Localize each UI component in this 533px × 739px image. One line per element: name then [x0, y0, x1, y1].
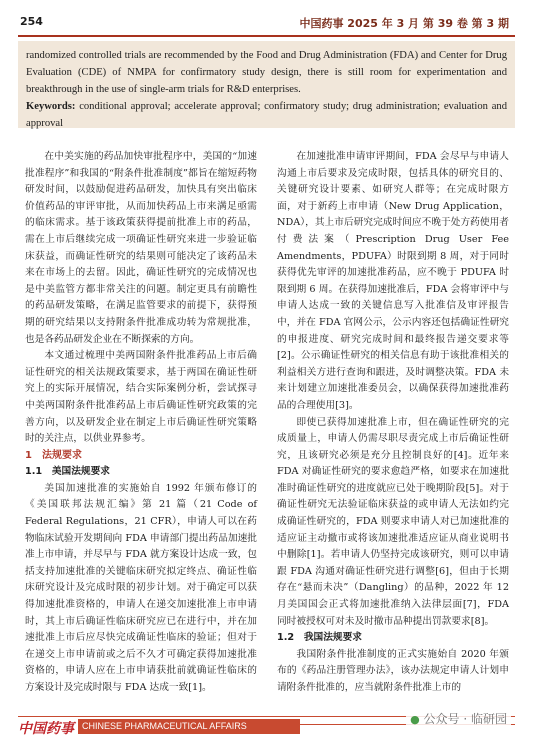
subsection-heading-1-2: 1.2 我国法规要求	[277, 632, 362, 644]
intro-paragraph-2: 本文通过梳理中美两国附条件批准药品上市后确证性研究的相关法规政策要求，基于两国在确证性研究上的实际开展情况，结合实际案例分析，尝试探寻中美两国附条件批准药品上市后确证性研究政策的完善方向，以及研发企业在制定上市后确证性研究策略时的关注点，以供业界参考。	[25, 350, 257, 445]
us-regulation-paragraph: 美国加速批准的实施始自 1992 年颁布修订的《美国联邦法规汇编》第 21 篇（21 Code of Federal Regulations，21 CFR），申请人可以在药物临床试验开发期间向 FDA 申请部门提出药品加速批准上市申请，并尽早与 FDA 就方案设计达成一致，包括支持加速批准的关键临床研究拟定终点、确证性临床研究设计及完成时限的初步计划。对于确定可以获得加速批准资格的，申请人在递交加速批准上市申请时，其上市后确证性临床研究应已在进行中，并在加速批准上市后应尽快完成确证性临床的验证；但对于在递交上市申请前或之后不久才可确定获得加速批准资格的，申请人应在上市申请获批前就确证性临床的方案设计及完成时限与 FDA 达成一致[1]。	[25, 482, 257, 693]
fda-review-paragraph: 在加速批准申请审评期间，FDA 会尽早与申请人沟通上市后要求及完成时限，包括具体的研究目的、关键研究设计要素、如研究人群等；在完成时限方面，对于新药上市申请（New Drug Application，NDA），其上市后研究完成时间应不晚于处方药使用者付费法案（Prescription Drug User Fee Amendments，PDUFA）时限到期 8 周，对于同时获得优先审评的加速批准药品，应不晚于 PDUFA 时限到期 6 周。在获得加速批准后，FDA 会将审评中与申请人达成一致的关键信息写入批准信及审评报告中，并在 FDA 官网公示，公示内容还包括确证性研究的申报进度、研究完成时间和最终报告递交要求等[2]。公示确证性研究的相关信息有助于该批准相关的利益相关方进行查询和跟进，及时调整决策。FDA 未来计划建立加速批准委员会，以确保获得加速批准药品的合理使用[3]。	[277, 151, 509, 411]
intro-paragraph-1: 在中美实施的药品加快审批程序中，美国的“加速批准程序”和我国的“附条件批准制度”都旨在缩短药物研发时间，以鼓励促进药品研发，加快具有突出临床价值药品的审评审批，从而加快药品上市来满足亟需的临床需求。基于该政策获得提前批准上市的药品，需在上市后继续完成一项确证性研究来进一步验证临床获益，而确证性研究的结果则可能决定了该药品未来在市场上的去留。因此，确证性研究的完成情况也是中美监管方都非常关注的问题。制定更具有前瞻性的药品研发策略，在满足监管要求的前提下，获得预期的研究结果以支持附条件批准成功转为常规批准，也是各药品研发企业在不断探索的方向。	[25, 151, 257, 345]
keywords-text: conditional approval; accelerate approval; confirmatory study; drug administration; evaluation and approval	[26, 101, 507, 129]
left-column	[25, 149, 257, 697]
china-regulation-paragraph: 我国附条件批准制度的正式实施始自 2020 年颁布的《药品注册管理办法》，该办法规定申请人计划申请附条件批准的，应当就附条件批准上市的	[277, 648, 509, 693]
watermark-text: 公众号 · 临研园	[423, 712, 507, 726]
section-heading-1: 1 法规要求	[25, 449, 82, 461]
journal-issue-info: 中国药事 2025 年 3 月 第 39 卷 第 3 期	[299, 17, 509, 30]
wechat-watermark	[406, 708, 511, 729]
subsection-heading-1-1: 1.1 美国法规要求	[25, 466, 110, 478]
page-header	[0, 0, 533, 41]
journal-logo: 中国药事	[18, 721, 74, 737]
right-column	[277, 149, 509, 697]
wechat-icon: ●	[410, 713, 420, 726]
confirmatory-study-paragraph: 即使已获得加速批准上市，但在确证性研究的完成质量上，申请人仍需尽职尽责完成上市后确证性研究，且该研究必须是充分且控制良好的[4]。近年来 FDA 对确证性研究的要求愈趋严格，如要求在加速批准时确证性研究的进度就应已处于晚期阶段[5]。对于确证性研究无法验证临床获益的或申请人无法如约完成确证性研究的，FDA 则要求申请人对已加速批准的适应证主动撤市或将该加速批准适应证从商业说明书中删除[1]。若申请人仍坚持完成该研究，则可以申请跟 FDA 沟通对确证性研究进行调整[6]，但由于长期存在“悬而未决”（Dangling）的品种，2022 年 12 月美国国会正式将加速批准纳入法律层面[7]，FDA 同时被授权可对未及时撤市品种提出罚款要求[8]。	[277, 416, 509, 627]
keywords-line	[26, 98, 507, 132]
journal-name-band: CHINESE PHARMACEUTICAL AFFAIRS	[78, 719, 300, 734]
abstract-text: randomized controlled trials are recommended by the Food and Drug Administration (FDA) and Center for Drug Evaluation (CDE) of NMPA for confirmatory study design, there is still room for experimentation and breakthrough in the use of single-arm trials for R&D enterprises.	[26, 50, 507, 95]
abstract-box	[18, 41, 515, 128]
page-number: 254	[20, 15, 43, 28]
header-rule	[18, 35, 515, 37]
keywords-label: Keywords:	[26, 101, 76, 112]
